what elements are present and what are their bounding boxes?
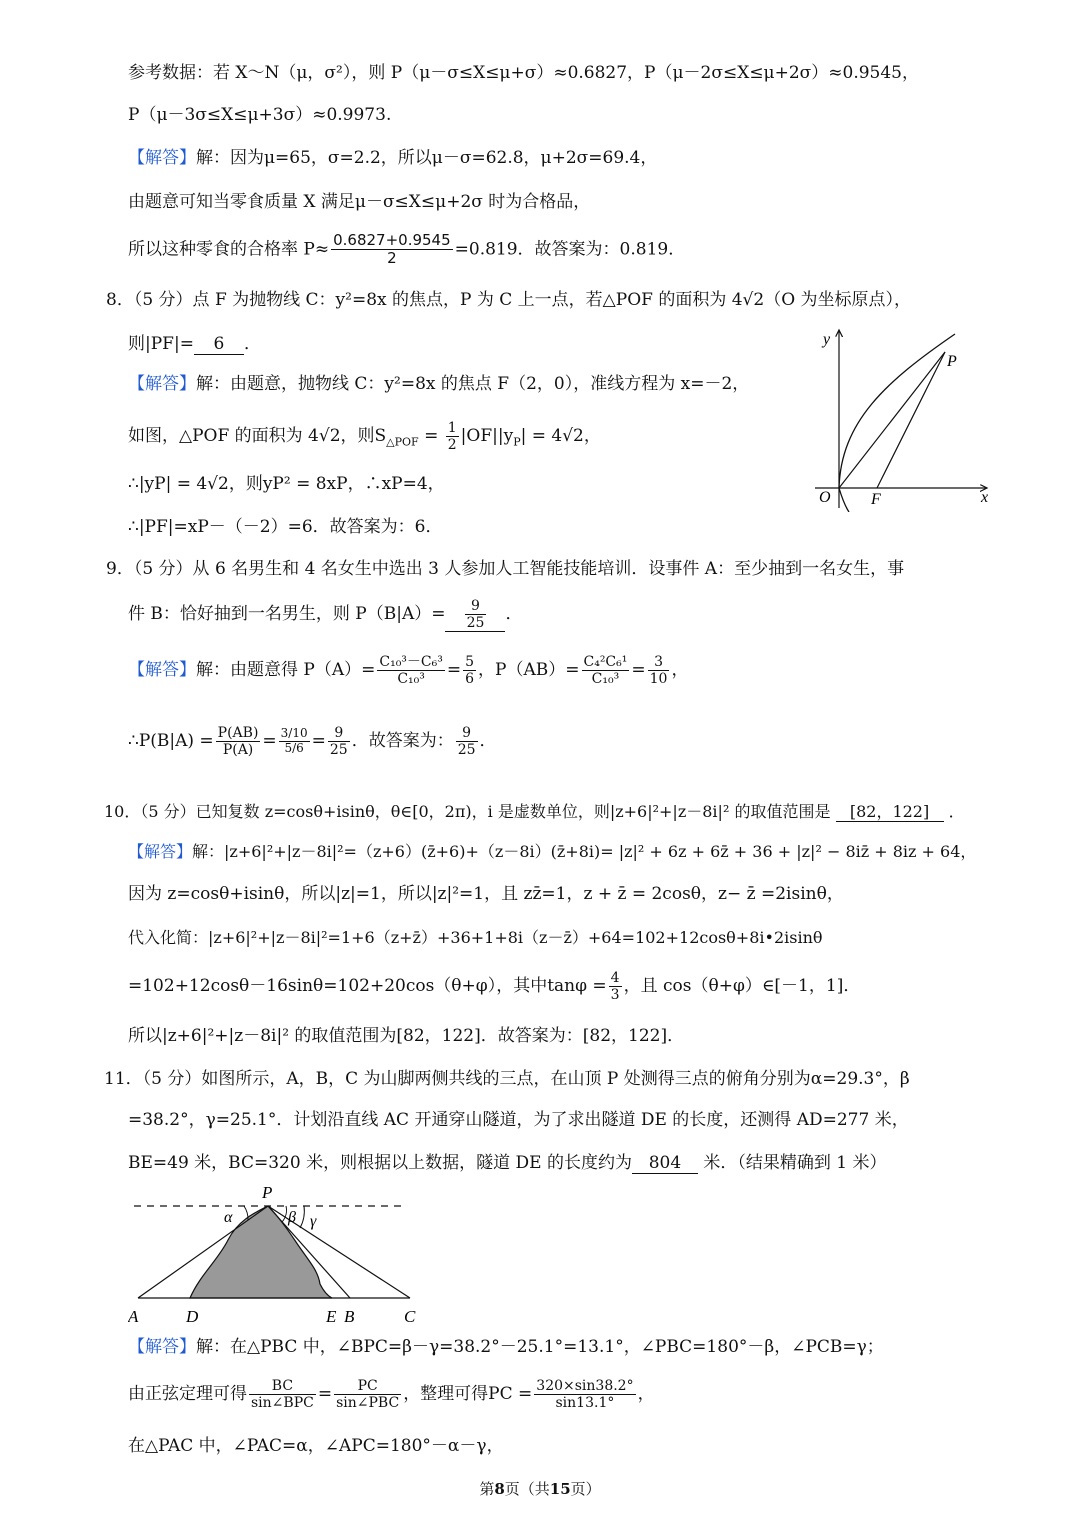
q9-stem-line-2: 件 B：恰好抽到一名男生，则 P（B|A）= $\frac{9}{25}$ ． [128, 598, 523, 632]
p-label: P [947, 353, 957, 370]
half-fraction: $\frac{1}{2}$ [447, 420, 457, 454]
label-e: E [326, 1307, 337, 1326]
q11-stem-line-3: BE=49 米，BC=320 米，则根据以上数据，隧道 DE 的长度约为 804 米．（结果精确到 1 米） [128, 1153, 887, 1173]
answer-tag: 【解答】 [128, 1337, 196, 1357]
q10-solution-line-4: =102+12cosθ－16sinθ=102+20cos（θ+φ），其中tanφ = $\frac{4}{3}$ ，且 cos（θ+φ）∈[－1，1]． [128, 970, 861, 1004]
answer-tag: 【解答】 [128, 660, 196, 681]
q11-solution-line-3: 在△PAC 中，∠PAC=α，∠APC=180°－α－γ， [128, 1436, 504, 1456]
q8-solution-line-4: ∴|PF|=xP－（－2）=6．故答案为：6． [128, 517, 443, 537]
label-d: D [186, 1307, 199, 1326]
q7-solution-line-2: 由题意可知当零食质量 X 满足μ－σ≤X≤μ+2σ 时为合格品， [128, 192, 591, 212]
o-label: O [819, 489, 831, 506]
answer-tag: 【解答】 [128, 148, 196, 168]
segment-fp [877, 352, 945, 488]
q9-solution-line-1: 【解答】解：由题意得 P（A）= $\frac{\text{C₁₀³－C₆³}}{\text{C₁₀³}}$ = $\frac{5}{6}$ ，P（AB）= $\frac{\text{C₄²C₆¹}}{\text{C₁₀³}}$ = $\frac{3}{10}$ ， [128, 654, 689, 688]
q11-answer-blank: 804 [632, 1153, 698, 1174]
answer-tag: 【解答】 [128, 842, 193, 861]
q11-solution-line-2: 由正弦定理可得 $\frac{BC}{\text{sin∠BPC}}$ = $\frac{PC}{\text{sin∠PBC}}$ ，整理可得PC = $\frac{320\times\sin 38.2^\circ}{\sin 13.1^\circ}$ ， [128, 1378, 655, 1412]
page-total: 15 [549, 1480, 571, 1498]
reference-line-2: P（μ－3σ≤X≤μ+3σ）≈0.9973. [128, 105, 392, 125]
q10-solution-line-3: 代入化简：|z+6|²+|z－8i|²=1+6（z+z̄）+36+1+8i（z－z̄）+64=102+12cosθ+8i•2isinθ [128, 928, 823, 947]
parabola-figure [805, 322, 995, 512]
q9-answer-blank: $\frac{9}{25}$ [445, 598, 505, 632]
y-label: y [823, 331, 831, 348]
q8-stem-line-1: 8．（5 分）点 F 为抛物线 C：y²=8x 的焦点，P 为 C 上一点，若△POF 的面积为 4√2（O 为坐标原点）， [106, 290, 912, 310]
label-gamma: γ [310, 1213, 317, 1230]
q8-solution-line-2: 如图，△POF 的面积为 4√2，则$S_{\triangle POF}$ = $\frac{1}{2}$ $|OF||y_P| = 4√2$， [128, 420, 601, 454]
reference-line-1: 参考数据：若 X～N（μ，σ²），则 P（μ－σ≤X≤μ+σ）≈0.6827，P（μ－2σ≤X≤μ+2σ）≈0.9545， [128, 63, 919, 83]
parabola-lower-branch [839, 488, 849, 512]
mountain-figure [128, 1180, 428, 1328]
label-alpha: α [224, 1209, 233, 1226]
q10-solution-line-1: 【解答】解：|z+6|²+|z－8i|²=（z+6）(z̄+6)+（z－8i）(z̄+8i)= |z|² + 6z + 6z̄ + 36 + |z|² − 8iz̄ + 8iz + 64， [128, 842, 977, 861]
page-number: 8 [494, 1480, 505, 1498]
q7-solution-line-3: 所以这种零食的合格率 P≈ $\frac{0.6827+0.9545}{2}$ =0.819．故答案为：0.819． [128, 231, 686, 268]
segment-op [839, 352, 945, 488]
x-label: x [981, 489, 989, 506]
q8-answer-blank: 6 [194, 334, 244, 355]
q10-stem: 10．（5 分）已知复数 z=cosθ+isinθ，θ∈[0，2π)，i 是虚数单位，则|z+6|²+|z－8i|² 的取值范围是 [82，122] ． [104, 802, 965, 821]
q8-stem-line-2: 则|PF|= 6 ． [128, 334, 261, 354]
page-footer: 第8页（共15页） [479, 1480, 601, 1498]
label-c: C [404, 1307, 416, 1326]
gamma-arc [300, 1206, 304, 1228]
label-b: B [344, 1307, 355, 1326]
q11-stem-line-2: =38.2°，γ=25.1°．计划沿直线 AC 开通穿山隧道，为了求出隧道 DE 的长度，还测得 AD=277 米， [128, 1110, 909, 1130]
q11-stem-line-1: 11．（5 分）如图所示，A，B，C 为山脚两侧共线的三点，在山顶 P 处测得三点的俯角分别为α=29.3°，β [104, 1069, 910, 1089]
answer-tag: 【解答】 [128, 374, 196, 394]
label-a: A [128, 1307, 139, 1326]
q8-solution-line-1: 【解答】解：由题意，抛物线 C：y²=8x 的焦点 F（2，0），准线方程为 x=－2， [128, 374, 750, 394]
label-beta: β [288, 1209, 296, 1226]
q10-answer-blank: [82，122] [836, 802, 944, 822]
beta-arc [282, 1206, 286, 1222]
q7-solution-line-1: 【解答】解：因为μ=65，σ=2.2，所以μ－σ=62.8，μ+2σ=69.4， [128, 148, 658, 168]
q10-solution-line-2: 因为 z=cosθ+isinθ，所以|z|=1，所以|z|²=1，且 zz̄=1，z + z̄ = 2cosθ，z− z̄ =2isinθ， [128, 884, 844, 904]
label-p: P [262, 1183, 273, 1202]
q7-fraction: $\frac{0.6827+0.9545}{2}$ [333, 231, 451, 268]
q10-solution-line-5: 所以|z+6|²+|z－8i|² 的取值范围为[82，122]．故答案为：[82，122]． [128, 1026, 685, 1046]
q8-solution-line-3: ∴|yP| = 4√2，则yP² = 8xP，∴xP=4， [128, 474, 445, 494]
f-label: F [871, 491, 881, 508]
q11-solution-line-1: 【解答】解：在△PBC 中，∠BPC=β－γ=38.2°－25.1°=13.1°，∠PBC=180°－β，∠PCB=γ； [128, 1337, 884, 1357]
q9-solution-line-2: ∴P(B|A) = $\frac{P(AB)}{P(A)}$ = $\frac{3/10}{5/6}$ = $\frac{9}{25}$ ．故答案为： $\frac{9}{25}$ ． [128, 725, 497, 759]
q9-stem-line-1: 9．（5 分）从 6 名男生和 4 名女生中选出 3 人参加人工智能技能培训．设事件 A：至少抽到一名女生，事 [106, 559, 905, 579]
